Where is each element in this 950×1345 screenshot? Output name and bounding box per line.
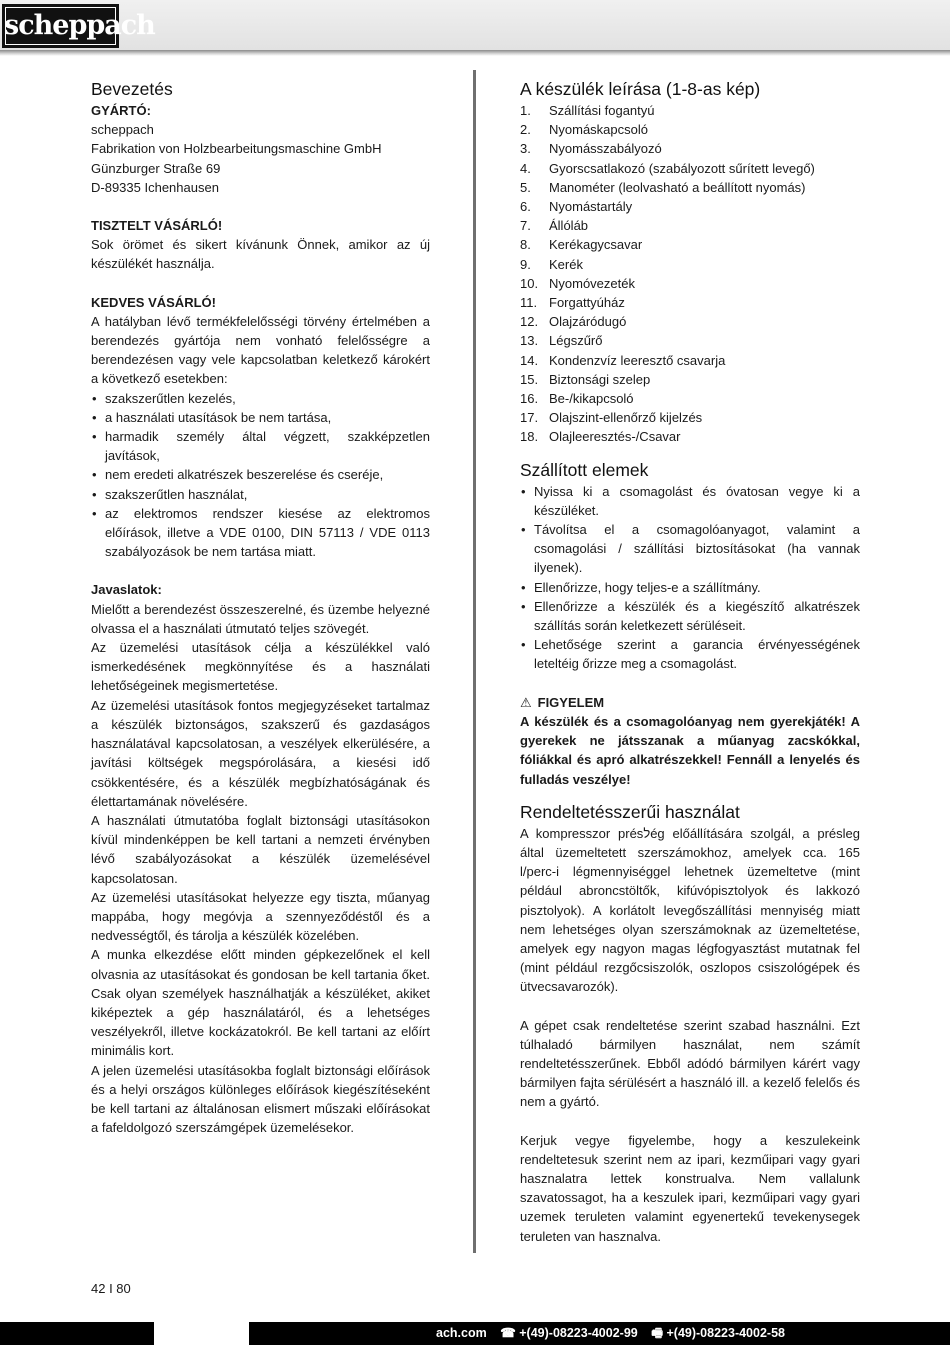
footer-contact bbox=[436, 1322, 795, 1345]
footer-fax: 🖷 +(49)-08223-4002-58 bbox=[651, 1326, 785, 1340]
part-number: 9. bbox=[520, 256, 531, 272]
part-number: 7. bbox=[520, 218, 531, 234]
part-name: Olajzáródugó bbox=[549, 314, 627, 330]
scheppach-logo: scheppach bbox=[2, 4, 119, 48]
intended-use-text bbox=[520, 824, 860, 1246]
part-name: Kerék bbox=[549, 256, 583, 272]
part-name: Nyomásszabályozó bbox=[549, 141, 662, 157]
footer-web: ach.com bbox=[436, 1326, 487, 1340]
manufacturer-line: scheppach bbox=[91, 122, 154, 138]
part-name: Kondenzvíz leeresztő csavarja bbox=[549, 352, 726, 368]
manufacturer-label: GYÁRTÓ: bbox=[91, 103, 151, 118]
part-name: Nyomástartály bbox=[549, 199, 633, 215]
list-item: • harmadik személy által végzett, szakképzetlen javítások, bbox=[91, 427, 430, 465]
intended-use-title: Rendeltetésszerűi használat bbox=[520, 801, 740, 822]
part-item bbox=[520, 389, 860, 408]
part-number: 16. bbox=[520, 391, 539, 407]
recommendations-text bbox=[91, 600, 430, 1138]
parts-list bbox=[520, 101, 860, 447]
part-number: 3. bbox=[520, 141, 531, 157]
dear-customer-label: TISZTELT VÁSÁRLÓ! bbox=[91, 218, 223, 234]
part-name: Állóláb bbox=[549, 218, 589, 234]
part-name: Manométer (leolvasható a beállított nyomás) bbox=[549, 179, 806, 195]
part-number: 12. bbox=[520, 314, 539, 330]
paragraph: A gépet csak rendeltetése szerint szabad használni. Ezt túlhaladó bármilyen használat, nem számít rendeltetésszerűnek. Ebből adódó bármilyen kárért vagy bármilyen fajta sérülésért a használó ill. a kezelő felelős és nem a gyártó. bbox=[520, 1017, 860, 1110]
part-item bbox=[520, 120, 860, 139]
warning-text: A készülék és a csomagolóanyag nem gyerekjáték! A gyerekek ne játsszanak a műanyag zacskókkal, fóliákkal és apró alkatrészekkel! Fennáll a lenyelés és fulladás veszélye! bbox=[520, 713, 860, 787]
part-name: Olajszint-ellenőrző kijelzés bbox=[549, 410, 703, 426]
paragraph: A jelen üzemelési utasításokba foglalt biztonsági előírások és a helyi országos különleges előírások kiegészítéseként be kell tartani az általánosan elismert műszaki előírásokat a fafeldolgozó szerszámgépek üzemelésekor. bbox=[91, 1062, 430, 1136]
part-name: Szállítási fogantyú bbox=[549, 103, 655, 118]
list-item: • Lehetősége szerint a garancia érvényességének leteltéig őrizze meg a csomagolást. bbox=[520, 635, 860, 673]
part-number: 1. bbox=[520, 103, 531, 118]
part-number: 17. bbox=[520, 410, 539, 426]
warning-heading bbox=[520, 693, 860, 712]
part-number: 10. bbox=[520, 275, 539, 291]
part-item bbox=[520, 331, 860, 350]
liability-list bbox=[91, 389, 430, 562]
part-name: Nyomóvezeték bbox=[549, 275, 635, 291]
part-item bbox=[520, 255, 860, 274]
paragraph: Az üzemelési utasítások célja a készülékkel való ismerkedésének megkönnyítése és a használati lehetőségeinek megismertetése. bbox=[91, 640, 430, 694]
footer-white-block bbox=[154, 1322, 249, 1345]
part-item bbox=[520, 178, 860, 197]
part-name: Légszűrő bbox=[549, 333, 603, 349]
warning-label: FIGYELEM bbox=[537, 694, 605, 710]
part-item bbox=[520, 427, 860, 446]
part-item bbox=[520, 216, 860, 235]
list-item: • az elektromos rendszer kiesése az elektromos előírások, illetve a VDE 0100, DIN 57113 / VDE 0113 szabályozások be nem tartása miatt. bbox=[91, 504, 430, 562]
part-name: Kerékagycsavar bbox=[549, 237, 643, 253]
footer-phone: ☎ +(49)-08223-4002-99 bbox=[500, 1326, 638, 1340]
part-item bbox=[520, 101, 860, 120]
list-item: • a használati utasítások be nem tartása, bbox=[91, 408, 430, 427]
part-name: Biztonsági szelep bbox=[549, 371, 651, 387]
page-number: 42 I 80 bbox=[91, 1281, 131, 1296]
part-name: Nyomáskapcsoló bbox=[549, 122, 648, 138]
part-number: 2. bbox=[520, 122, 531, 138]
part-name: Be-/kikapcsoló bbox=[549, 391, 634, 407]
part-number: 5. bbox=[520, 179, 531, 195]
part-item bbox=[520, 408, 860, 427]
list-item: • Ellenőrizze, hogy teljes-e a szállítmány. bbox=[520, 578, 860, 597]
part-item bbox=[520, 139, 860, 158]
part-name: Forgattyúház bbox=[549, 295, 625, 311]
list-item: • nem eredeti alkatrészek beszerelése és cseréje, bbox=[91, 465, 430, 484]
part-item bbox=[520, 293, 860, 312]
header-shadow bbox=[0, 50, 950, 56]
part-number: 4. bbox=[520, 160, 531, 176]
part-item bbox=[520, 159, 860, 178]
part-number: 18. bbox=[520, 429, 539, 445]
part-item bbox=[520, 235, 860, 254]
manufacturer-line: Günzburger Straße 69 bbox=[91, 160, 221, 176]
warning-triangle-icon: ⚠ bbox=[520, 694, 532, 710]
part-number: 8. bbox=[520, 237, 531, 253]
manufacturer-line: Fabrikation von Holzbearbeitungsmaschine GmbH bbox=[91, 141, 382, 157]
list-item: • szakszerűtlen kezelés, bbox=[91, 389, 430, 408]
paragraph: Mielőtt a berendezést összeszerelné, és üzembe helyezné olvassa el a használati útmutató teljes szövegét. bbox=[91, 601, 430, 636]
part-number: 13. bbox=[520, 333, 539, 349]
device-description-title: A készülék leírása (1-8-as kép) bbox=[520, 79, 761, 99]
part-item bbox=[520, 274, 860, 293]
list-item: • szakszerűtlen használat, bbox=[91, 485, 430, 504]
dear-customer-text: Sok örömet és sikert kívánunk Önnek, amikor az új készülékét használja. bbox=[91, 237, 430, 272]
part-item bbox=[520, 197, 860, 216]
list-item: • Nyissa ki a csomagolást és óvatosan vegye ki a készüléket. bbox=[520, 482, 860, 520]
manufacturer-line: D-89335 Ichenhausen bbox=[91, 179, 219, 195]
paragraph: A használati útmutatóba foglalt biztonsági utasításokon kívül mindenképpen be kell tartani a nemzeti érvényben lévő szabályozásokat a készülék üzemelésével kapcsolatosan. bbox=[91, 812, 430, 886]
left-column bbox=[91, 78, 430, 1137]
paragraph: Az üzemelési utasításokat helyezze egy tiszta, műanyag mappába, hogy megóvja a szennyeződéstől és a nedvességtől, és tárolja a készülék közelében. bbox=[91, 889, 430, 944]
paragraph: Kerjuk vegye figyelembe, hogy a keszulekeink rendeltetesuk szerint nem az ipari, kezműipari vagy gyari hasznalatra lettek konstrualva. Nem vallalunk szavatossagot, ha a keszulek ipari, kezműipari vagy gyari uzemek teruleten valamint egyenertekű tevekenysegek teruleten van hasznalva. bbox=[520, 1132, 860, 1244]
list-item: • Távolítsa el a csomagolóanyagot, valamint a csomagolási / szállítási biztosításokat (ha vannak ilyenek). bbox=[520, 520, 860, 578]
paragraph: A munka elkezdése előtt minden gépkezelőnek el kell olvasnia az utasításokat és gondosan be kell tartania őket. Csak olyan személyek használhatják a készüléket, akiket kiképeztek a gép használatáról, és a lehetséges veszélyekről, illetve kockázatokról. Be kell tartani az előírt minimális kort. bbox=[91, 947, 430, 1059]
part-number: 15. bbox=[520, 371, 539, 387]
part-item bbox=[520, 370, 860, 389]
delivered-items-title: Szállított elemek bbox=[520, 459, 649, 480]
liability-text: A hatályban lévő termékfelelősségi törvény értelmében a berendezés gyártója nem vonható felelősségre a berendezésen vagy vele kapcsolatban keletkező károkért a következő esetekben: bbox=[91, 313, 430, 387]
part-item bbox=[520, 312, 860, 331]
recommendations-label: Javaslatok: bbox=[91, 582, 162, 598]
part-name: Gyorscsatlakozó (szabályozott sűrített levegő) bbox=[549, 160, 815, 176]
part-number: 6. bbox=[520, 199, 531, 215]
right-column bbox=[520, 78, 860, 1246]
paragraph: Az üzemelési utasítások fontos megjegyzéseket tartalmaz a készülék biztonságos, szakszerű és gazdaságos használatával kapcsolatosan, a veszélyek elkerülésére, a javítási költségek megspórolására, a kiesési idő csökkentésére, és a készülék megbízhatóságának és élettartamának növelésére. bbox=[91, 697, 430, 809]
part-number: 14. bbox=[520, 352, 539, 368]
part-number: 11. bbox=[520, 295, 538, 311]
paragraph: A kompresszor présלég előállítására szolgál, a présleg által üzemeltetett szerszámokhoz, amelyek cca. 165 l/perc-i légmennyiséggel lehetnek üzemeltetve (mint például abroncstöltők, kifúvópisztolyok és lakkozó pisztolyok). A korlátolt levegőszállítási mennyiség miatt nem lehetséges olyan szerszámoknak az üzemeltetése, amelyek egy nagyon magas légfogyasztást mutatnak fel (mint például rezgőcsiszolók, oszlopos csiszológépek és ütvecsavarozók). bbox=[520, 825, 861, 995]
list-item: • Ellenőrizze a készülék és a kiegészítő alkatrészek szállítás során keletkezett sérüléseit. bbox=[520, 597, 860, 635]
dear-customer-label-2: KEDVES VÁSÁRLÓ! bbox=[91, 294, 216, 310]
part-item bbox=[520, 351, 860, 370]
part-name: Olajleeresztés-/Csavar bbox=[549, 429, 681, 445]
intro-title: Bevezetés bbox=[91, 79, 173, 99]
column-divider bbox=[473, 70, 476, 1253]
delivered-items-list bbox=[520, 482, 860, 674]
manufacturer-address bbox=[91, 120, 430, 197]
